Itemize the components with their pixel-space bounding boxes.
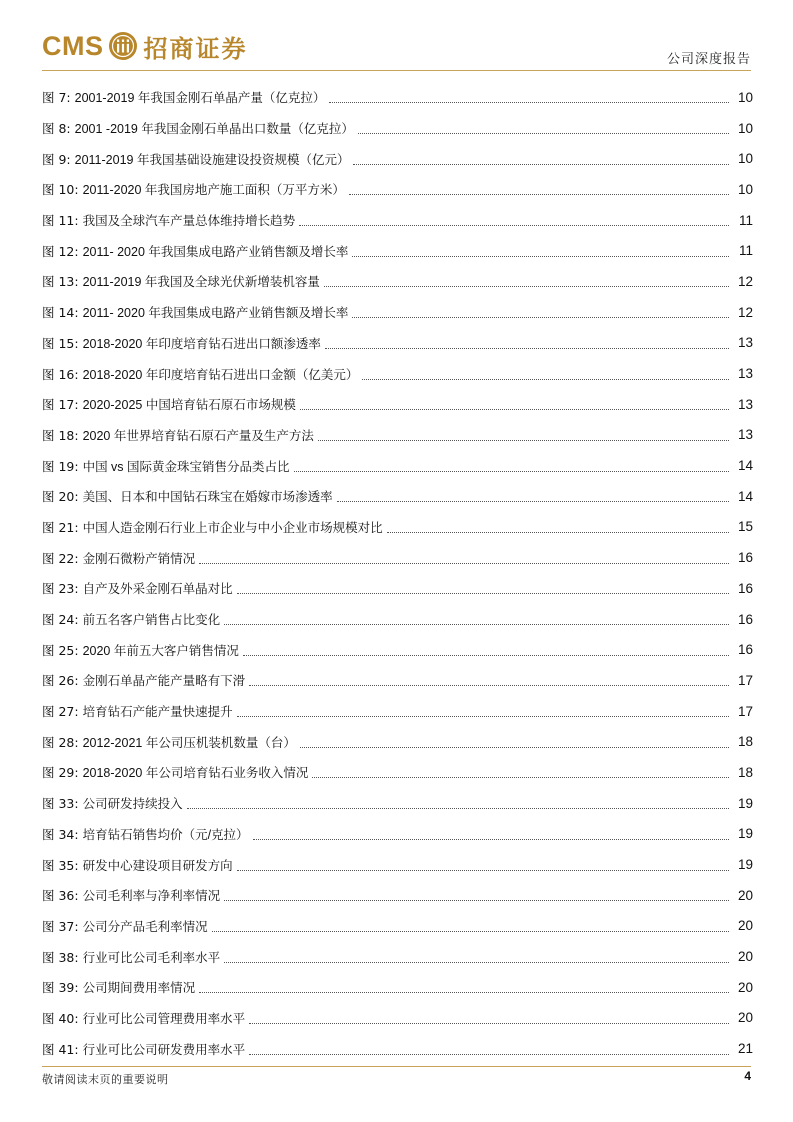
toc-page-number: 20 xyxy=(737,979,753,995)
figure-title: 中国 vs 国际黄金珠宝销售分品类占比 xyxy=(82,459,290,474)
toc-entry[interactable] xyxy=(42,1003,753,1034)
dot-leader xyxy=(329,101,729,103)
toc-page-number: 16 xyxy=(737,580,753,596)
dot-leader xyxy=(318,439,729,441)
dot-leader xyxy=(358,132,729,134)
toc-entry[interactable] xyxy=(42,696,753,727)
toc-page-number: 18 xyxy=(737,764,753,780)
toc-entry[interactable] xyxy=(42,358,753,389)
toc-entry[interactable] xyxy=(42,481,753,512)
toc-entry-label xyxy=(42,426,314,444)
dot-leader xyxy=(249,1022,729,1024)
toc-page-number: 20 xyxy=(737,887,753,903)
figure-title: 2011-2019 年我国基础设施建设投资规模（亿元） xyxy=(74,152,350,167)
figure-number: 图 17: xyxy=(42,397,79,413)
toc-entry-label xyxy=(42,917,208,935)
toc-entry-label xyxy=(42,1009,245,1027)
toc-entry[interactable] xyxy=(42,819,753,850)
figure-number: 图 25: xyxy=(42,642,79,658)
toc-entry-label xyxy=(42,948,220,966)
figure-title: 2018-2020 年印度培育钻石进出口金额（亿美元） xyxy=(82,367,359,382)
figure-title: 金刚石单晶产能产量略有下滑 xyxy=(82,674,246,689)
toc-page-number: 21 xyxy=(737,1041,753,1057)
toc-entry-label xyxy=(42,671,245,689)
figure-number: 图 27: xyxy=(42,704,79,720)
toc-entry[interactable] xyxy=(42,604,753,635)
toc-entry[interactable] xyxy=(42,757,753,788)
figure-number: 图 11: xyxy=(42,213,79,229)
figure-number: 图 15: xyxy=(42,335,79,351)
toc-page-number: 19 xyxy=(737,826,753,842)
toc-page-number: 14 xyxy=(737,488,753,504)
toc-entry-label xyxy=(42,457,290,475)
figure-number: 图 33: xyxy=(42,796,79,812)
footer-divider xyxy=(42,1066,751,1067)
figure-title: 美国、日本和中国钻石珠宝在婚嫁市场渗透率 xyxy=(82,490,333,505)
figure-title: 2018-2020 年印度培育钻石进出口额渗透率 xyxy=(82,336,321,351)
toc-entry[interactable] xyxy=(42,1033,753,1064)
dot-leader xyxy=(253,838,729,840)
figure-title: 2018-2020 年公司培育钻石业务收入情况 xyxy=(82,766,309,781)
toc-entry[interactable] xyxy=(42,420,753,451)
figure-number: 图 21: xyxy=(42,519,79,535)
figure-title: 自产及外采金刚石单晶对比 xyxy=(82,582,233,597)
toc-entry-label xyxy=(42,395,296,413)
toc-entry[interactable] xyxy=(42,143,753,174)
toc-entry[interactable] xyxy=(42,205,753,236)
toc-page-number: 20 xyxy=(737,949,753,965)
figure-title: 2011-2019 年我国及全球光伏新增装机容量 xyxy=(82,275,320,290)
dot-leader xyxy=(199,991,729,993)
toc-entry[interactable] xyxy=(42,542,753,573)
toc-page-number: 16 xyxy=(737,550,753,566)
toc-entry-label xyxy=(42,150,349,168)
toc-entry-label xyxy=(42,303,348,321)
toc-entry-label xyxy=(42,272,320,290)
toc-page-number: 13 xyxy=(737,427,753,443)
figure-number: 图 40: xyxy=(42,1010,79,1026)
dot-leader xyxy=(212,930,729,932)
dot-leader xyxy=(324,285,729,287)
toc-page-number: 17 xyxy=(737,672,753,688)
toc-entry[interactable] xyxy=(42,941,753,972)
figure-number: 图 38: xyxy=(42,949,79,965)
toc-entry[interactable] xyxy=(42,849,753,880)
figure-title: 行业可比公司毛利率水平 xyxy=(82,950,221,965)
figure-title: 2011- 2020 年我国集成电路产业销售额及增长率 xyxy=(82,306,349,321)
toc-entry-label xyxy=(42,825,249,843)
toc-entry[interactable] xyxy=(42,266,753,297)
toc-entry-label xyxy=(42,88,325,106)
figure-title: 公司毛利率与净利率情况 xyxy=(82,889,221,904)
dot-leader xyxy=(249,1053,729,1055)
toc-entry-label xyxy=(42,579,233,597)
logo-chinese-text: 招商证券 xyxy=(143,33,248,63)
toc-entry[interactable] xyxy=(42,174,753,205)
toc-entry-label xyxy=(42,334,321,352)
figure-title: 前五名客户销售占比变化 xyxy=(82,613,221,628)
toc-entry-label xyxy=(42,733,296,751)
toc-entry-label xyxy=(42,180,345,198)
toc-entry-label xyxy=(42,794,183,812)
dot-leader xyxy=(362,378,729,380)
figure-number: 图 39: xyxy=(42,980,79,996)
toc-page-number: 10 xyxy=(737,151,753,167)
toc-entry[interactable] xyxy=(42,634,753,665)
figure-number: 图 16: xyxy=(42,366,79,382)
toc-entry-label xyxy=(42,856,233,874)
figure-title: 2011- 2020 年我国集成电路产业销售额及增长率 xyxy=(82,244,349,259)
toc-entry[interactable] xyxy=(42,82,753,113)
toc-entry-label xyxy=(42,1040,245,1058)
toc-entry-label xyxy=(42,610,220,628)
toc-entry-label xyxy=(42,365,358,383)
figure-number: 图 12: xyxy=(42,243,79,259)
toc-page-number: 11 xyxy=(738,212,753,228)
toc-entry-label xyxy=(42,549,195,567)
figure-title: 培育钻石产能产量快速提升 xyxy=(82,705,233,720)
figure-number: 图 7: xyxy=(42,90,71,106)
toc-page-number: 20 xyxy=(737,1010,753,1026)
dot-leader xyxy=(299,224,729,226)
toc-entry[interactable] xyxy=(42,972,753,1003)
figure-title: 公司分产品毛利率情况 xyxy=(82,919,208,934)
toc-entry-label xyxy=(42,487,333,505)
page-number: 4 xyxy=(744,1069,751,1083)
figure-title: 2001 -2019 年我国金刚石单晶出口数量（亿克拉） xyxy=(74,122,354,137)
dot-leader xyxy=(237,715,729,717)
dot-leader xyxy=(349,193,729,195)
dot-leader xyxy=(224,899,729,901)
figure-number: 图 22: xyxy=(42,550,79,566)
toc-page-number: 20 xyxy=(737,918,753,934)
figure-title: 我国及全球汽车产量总体维持增长趋势 xyxy=(82,214,296,229)
toc-page-number: 18 xyxy=(737,734,753,750)
figure-number: 图 36: xyxy=(42,888,79,904)
toc-entry[interactable] xyxy=(42,297,753,328)
figure-title: 行业可比公司管理费用率水平 xyxy=(82,1011,246,1026)
figure-title: 2020 年前五大客户销售情况 xyxy=(82,643,239,658)
figure-number: 图 24: xyxy=(42,612,79,628)
figure-number: 图 35: xyxy=(42,857,79,873)
toc-entry-label xyxy=(42,242,348,260)
figure-title: 2012-2021 年公司压机装机数量（台） xyxy=(82,735,296,750)
toc-entry[interactable] xyxy=(42,911,753,942)
dot-leader xyxy=(352,316,729,318)
toc-page-number: 13 xyxy=(737,396,753,412)
figure-title: 培育钻石销售均价（元/克拉） xyxy=(82,827,249,842)
logo-cms-text: CMS xyxy=(42,30,104,61)
figure-number: 图 19: xyxy=(42,458,79,474)
dot-leader xyxy=(312,776,729,778)
toc-entry-label xyxy=(42,978,195,996)
figure-title: 公司期间费用率情况 xyxy=(82,981,196,996)
toc-page-number: 13 xyxy=(737,366,753,382)
figure-title: 2011-2020 年我国房地产施工面积（万平方米） xyxy=(82,183,345,198)
dot-leader xyxy=(300,408,729,410)
dot-leader xyxy=(187,807,729,809)
toc-page-number: 10 xyxy=(737,89,753,105)
toc-entry-label xyxy=(42,119,354,137)
toc-entry[interactable] xyxy=(42,328,753,359)
dot-leader xyxy=(294,470,729,472)
dot-leader xyxy=(237,869,729,871)
toc-page-number: 12 xyxy=(737,304,753,320)
toc-entry-label xyxy=(42,211,295,229)
toc-entry[interactable] xyxy=(42,880,753,911)
toc-entry[interactable] xyxy=(42,235,753,266)
toc-page-number: 19 xyxy=(737,795,753,811)
logo-emblem-icon xyxy=(108,31,138,61)
dot-leader xyxy=(237,592,729,594)
figure-number: 图 26: xyxy=(42,673,79,689)
figure-title: 公司研发持续投入 xyxy=(82,797,183,812)
figure-list xyxy=(42,82,753,1064)
toc-entry-label xyxy=(42,702,233,720)
toc-entry[interactable] xyxy=(42,726,753,757)
toc-page-number: 16 xyxy=(737,642,753,658)
dot-leader xyxy=(224,623,729,625)
figure-number: 图 20: xyxy=(42,489,79,505)
toc-entry[interactable] xyxy=(42,113,753,144)
dot-leader xyxy=(300,746,729,748)
figure-number: 图 37: xyxy=(42,918,79,934)
report-type: 公司深度报告 xyxy=(666,52,751,67)
toc-page-number: 10 xyxy=(737,181,753,197)
figure-number: 图 41: xyxy=(42,1041,79,1057)
header-divider xyxy=(42,70,751,71)
toc-entry[interactable] xyxy=(42,450,753,481)
toc-entry[interactable] xyxy=(42,512,753,543)
toc-entry[interactable] xyxy=(42,389,753,420)
toc-entry-label xyxy=(42,641,239,659)
toc-page-number: 10 xyxy=(737,120,753,136)
company-logo xyxy=(42,26,248,66)
figure-title: 金刚石微粉产销情况 xyxy=(82,551,196,566)
toc-page-number: 17 xyxy=(737,703,753,719)
page-header xyxy=(0,0,793,72)
dot-leader xyxy=(337,500,729,502)
figure-number: 图 28: xyxy=(42,734,79,750)
footer-notice: 敬请阅读末页的重要说明 xyxy=(42,1073,169,1086)
dot-leader xyxy=(325,347,729,349)
dot-leader xyxy=(249,684,729,686)
toc-entry[interactable] xyxy=(42,573,753,604)
figure-number: 图 8: xyxy=(42,121,71,137)
toc-entry[interactable] xyxy=(42,788,753,819)
figure-number: 图 34: xyxy=(42,826,79,842)
figure-number: 图 29: xyxy=(42,765,79,781)
figure-number: 图 9: xyxy=(42,151,71,167)
figure-title: 2020 年世界培育钻石原石产量及生产方法 xyxy=(82,428,314,443)
toc-page-number: 15 xyxy=(737,519,753,535)
figure-number: 图 13: xyxy=(42,274,79,290)
toc-page-number: 11 xyxy=(738,243,753,259)
figure-title: 研发中心建设项目研发方向 xyxy=(82,858,233,873)
toc-page-number: 12 xyxy=(737,273,753,289)
figure-number: 图 14: xyxy=(42,305,79,321)
toc-page-number: 16 xyxy=(737,611,753,627)
figure-number: 图 23: xyxy=(42,581,79,597)
figure-title: 2001-2019 年我国金刚石单晶产量（亿克拉） xyxy=(74,91,326,106)
toc-entry-label xyxy=(42,518,383,536)
toc-entry-label xyxy=(42,763,308,781)
toc-entry-label xyxy=(42,886,220,904)
dot-leader xyxy=(243,654,729,656)
figure-number: 图 18: xyxy=(42,427,79,443)
figure-title: 2020-2025 中国培育钻石原石市场规模 xyxy=(82,398,296,413)
dot-leader xyxy=(199,562,729,564)
figure-title: 中国人造金刚石行业上市企业与中小企业市场规模对比 xyxy=(82,520,383,535)
toc-page-number: 19 xyxy=(737,857,753,873)
toc-page-number: 14 xyxy=(737,458,753,474)
figure-number: 图 10: xyxy=(42,182,79,198)
dot-leader xyxy=(352,255,729,257)
toc-entry[interactable] xyxy=(42,665,753,696)
dot-leader xyxy=(387,531,729,533)
figure-title: 行业可比公司研发费用率水平 xyxy=(82,1042,246,1057)
toc-page-number: 13 xyxy=(737,335,753,351)
dot-leader xyxy=(353,163,729,165)
dot-leader xyxy=(224,961,729,963)
